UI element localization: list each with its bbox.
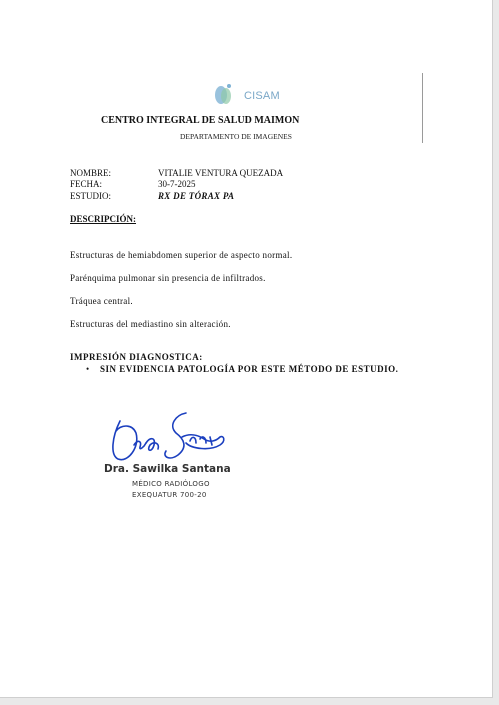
signer-name: Dra. Sawilka Santana (104, 463, 231, 475)
impression-item: SIN EVIDENCIA PATOLOGÍA POR ESTE MÉTODO DE ESTUDIO. (100, 364, 399, 374)
logo-text: CISAM (244, 90, 280, 102)
signer-role: MÉDICO RADIÓLOGO (132, 480, 210, 488)
description-heading: DESCRIPCIÓN: (70, 214, 137, 224)
department-name: DEPARTAMENTO DE IMAGENES (180, 132, 292, 141)
study-label: ESTUDIO: (70, 191, 111, 201)
finding-text: Parénquima pulmonar sin presencia de infiltrados. (70, 273, 266, 283)
bullet-icon: • (86, 364, 90, 374)
header-divider (422, 73, 423, 143)
impression-heading: IMPRESIÓN DIAGNOSTICA: (70, 352, 203, 362)
date-value: 30-7-2025 (158, 179, 196, 189)
name-label: NOMBRE: (70, 168, 112, 178)
finding-text: Estructuras de hemiabdomen superior de aspecto normal. (70, 250, 293, 260)
name-value: VITALIE VENTURA QUEZADA (158, 168, 284, 178)
signer-exequatur: EXEQUATUR 700-20 (132, 491, 207, 499)
study-value: RX DE TÓRAX PA (158, 191, 235, 201)
institution-name: CENTRO INTEGRAL DE SALUD MAIMON (101, 115, 300, 126)
date-label: FECHA: (70, 179, 103, 189)
signature-handwritten-icon (106, 407, 231, 465)
finding-text: Tráquea central. (70, 296, 133, 306)
finding-text: Estructuras del mediastino sin alteración. (70, 319, 231, 329)
